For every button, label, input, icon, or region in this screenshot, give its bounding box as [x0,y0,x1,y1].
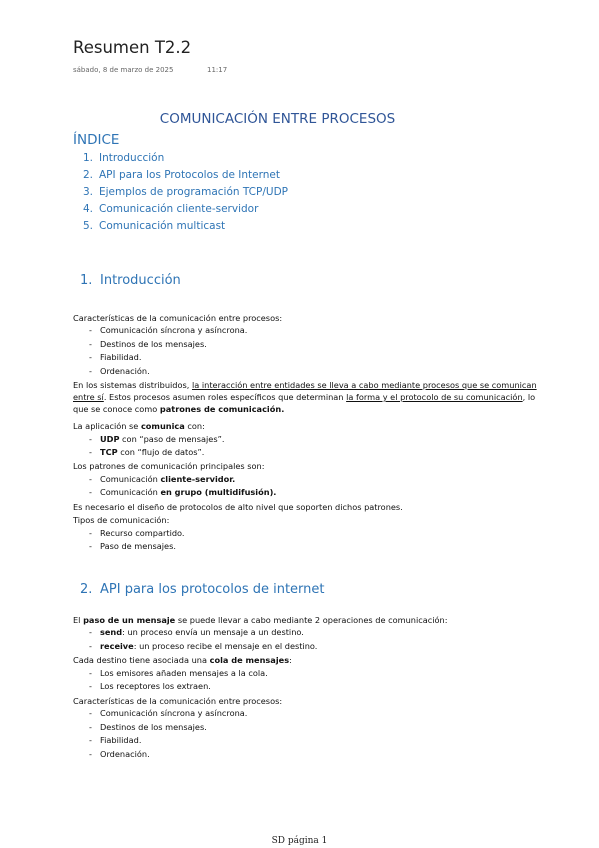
list-item: - Los receptores los extraen. [89,681,211,691]
toc-item[interactable]: 3. Ejemplos de programación TCP/UDP [83,186,288,198]
section-heading-api: 2. API para los protocolos de internet [80,582,325,597]
list-item: - Comunicación cliente-servidor. [89,474,236,484]
list-item: - Fiabilidad. [89,735,142,745]
paragraph: Es necesario el diseño de protocolos de alto nivel que soporten dichos patrones. [73,502,403,512]
list-item: - Destinos de los mensajes. [89,339,207,349]
list-item: - Comunicación en grupo (multidifusión). [89,487,277,497]
list-item: - Ordenación. [89,366,150,376]
list-item: - UDP con “paso de mensajes”. [89,434,225,444]
list-item: - send: un proceso envía un mensaje a un destino. [89,627,304,637]
list-item: - Destinos de los mensajes. [89,722,207,732]
list-item: - receive: un proceso recibe el mensaje en el destino. [89,641,318,651]
list-item: - Los emisores añaden mensajes a la cola. [89,668,268,678]
paragraph: La aplicación se comunica con: [73,421,205,431]
list-item: - Paso de mensajes. [89,541,176,551]
page-footer: SD página 1 [271,836,328,846]
toc-item[interactable]: 5. Comunicación multicast [83,220,226,232]
paragraph: Características de la comunicación entre procesos: [73,696,283,706]
paragraph: Cada destino tiene asociada una cola de mensajes: [73,655,292,665]
page-title: Resumen T2.2 [73,38,192,57]
list-item: - Comunicación síncrona y asíncrona. [89,708,248,718]
toc-item[interactable]: 4. Comunicación cliente-servidor [83,203,259,215]
section-heading-introduccion: 1. Introducción [80,273,181,288]
paragraph: Tipos de comunicación: [73,515,170,525]
paragraph-distributed-systems: En los sistemas distribuidos, la interacción entre entidades se lleva a cabo mediante procesos que se comunican entre sí. Estos procesos asumen roles específicos que determinan la forma y el protocolo de su comunicación, lo que se conoce como patrones de comunicación. [73,380,537,414]
paragraph: Los patrones de comunicación principales son: [73,461,265,471]
paragraph: El paso de un mensaje se puede llevar a cabo mediante 2 operaciones de comunicación: [73,615,448,625]
list-item: - Recurso compartido. [89,528,185,538]
index-title: ÍNDICE [73,132,120,148]
paragraph: Características de la comunicación entre procesos: [73,313,283,323]
page-time: 11:17 [207,66,228,74]
toc-item[interactable]: 1. Introducción [83,152,165,164]
main-title: COMUNICACIÓN ENTRE PROCESOS [159,111,396,127]
list-item: - TCP con “flujo de datos”. [89,447,205,457]
list-item: - Ordenación. [89,749,150,759]
toc-item[interactable]: 2. API para los Protocolos de Internet [83,169,280,181]
page-date: sábado, 8 de marzo de 2025 [73,66,174,74]
list-item: - Comunicación síncrona y asíncrona. [89,325,248,335]
list-item: - Fiabilidad. [89,352,142,362]
